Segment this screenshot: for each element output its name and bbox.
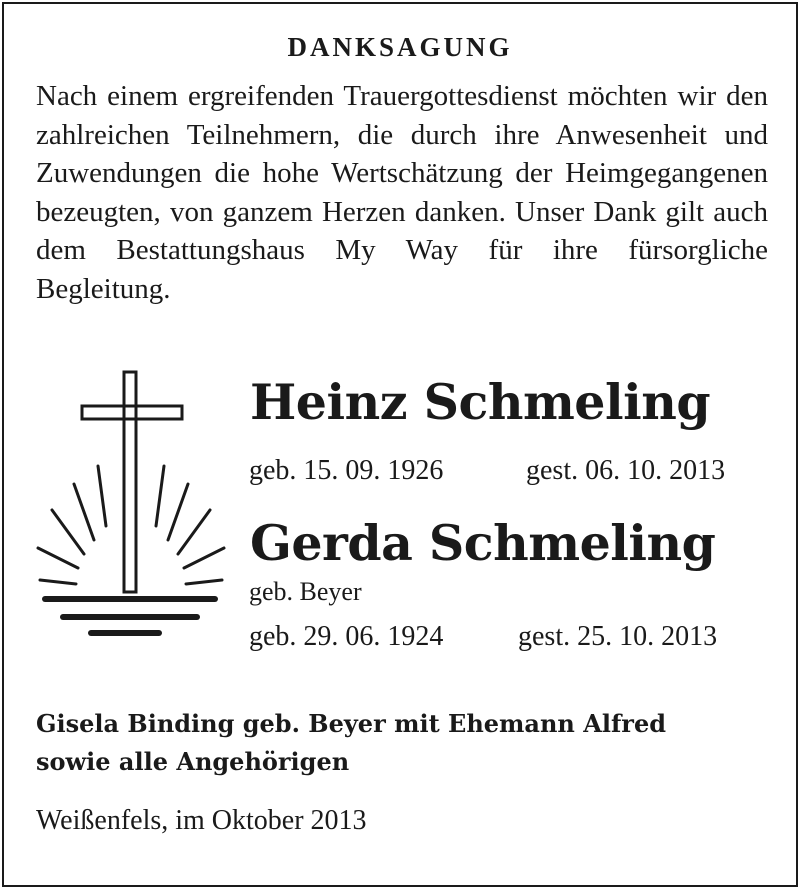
death-date-1: gest. 06. 10. 2013 [526, 455, 726, 486]
birth-date-1: geb. 15. 09. 1926 [249, 455, 444, 486]
place-and-date: Weißenfels, im Oktober 2013 [36, 805, 367, 836]
mourners-line-2: sowie alle Angehörigen [36, 747, 350, 776]
deceased-name-2: Gerda Schmeling [250, 514, 716, 572]
deceased-name-1: Heinz Schmeling [250, 373, 711, 431]
death-date-2: gest. 25. 10. 2013 [518, 621, 718, 652]
thanks-paragraph: Nach einem ergreifenden Trauergottesdienst möchten wir den zahlreichen Teilnehmern, die durch ihre Anwesenheit und Zuwendungen die hohe Wertschätzung der Heimgegangenen bezeugten, von ganzem Herzen danken. Unser Dank gilt auch dem Bestattungshaus My Way für ihre fürsorgliche Begleitung. [36, 80, 768, 305]
mourners-line-1: Gisela Binding geb. Beyer mit Ehemann Alfred [36, 709, 666, 738]
notice-heading: DANKSAGUNG [287, 32, 513, 62]
birth-date-2: geb. 29. 06. 1924 [249, 621, 444, 652]
cross-with-rising-sun-icon [30, 368, 230, 643]
birth-name-2: geb. Beyer [249, 577, 362, 606]
mourners-block [36, 705, 666, 781]
